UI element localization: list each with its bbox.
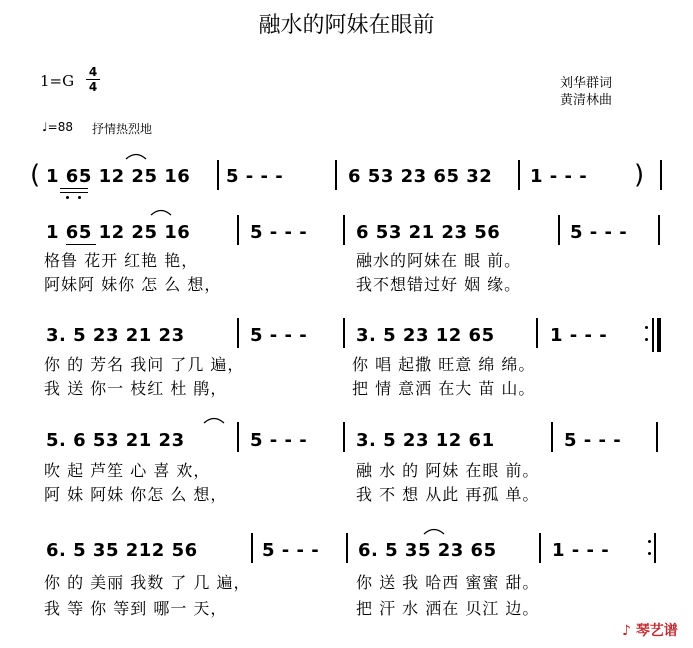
system-3-measure-4: 5 - - - xyxy=(564,430,622,451)
expression-marking: 抒情热烈地 xyxy=(92,122,153,136)
composer-credit: 黄清林曲 xyxy=(560,93,613,108)
system-4-measure-3: 6. 5 35 23 65 xyxy=(358,540,497,561)
system-2-verse-2-b: 把 情 意洒 在大 苗 山。 xyxy=(352,379,536,398)
system-4-verse-1-b: 你 送 我 哈西 蜜蜜 甜。 xyxy=(356,573,540,592)
lyricist-credit: 刘华群词 xyxy=(560,76,613,91)
system-1-measure-4: 5 - - - xyxy=(570,222,628,243)
system-3-measure-3: 3. 5 23 12 61 xyxy=(356,430,495,451)
system-1-verse-2-a: 阿妹阿 妹你 怎 么 想， xyxy=(44,275,222,294)
tempo-marking: ♩=88 xyxy=(42,120,73,134)
system-2-measure-2: 5 - - - xyxy=(250,325,308,346)
system-4-verse-1-a: 你 的 美丽 我数 了 几 遍， xyxy=(44,573,251,592)
intro-close-paren: ) xyxy=(634,160,645,190)
system-1-verse-1-a: 格鲁 花开 红艳 艳， xyxy=(44,251,199,270)
system-4-verse-2-a: 我 等 你 等到 哪一 天， xyxy=(44,599,228,618)
system-1-verse-1-b: 融水的阿妹在 眼 前。 xyxy=(356,251,522,270)
system-4-measure-4: 1 - - - xyxy=(552,540,610,561)
system-3-measure-2: 5 - - - xyxy=(250,430,308,451)
music-note-icon: ♪ xyxy=(622,623,631,639)
intro-open-paren: ( xyxy=(30,160,41,190)
watermark-logo xyxy=(622,620,678,640)
system-3-verse-2-a: 阿 妹 阿妹 你怎 么 想， xyxy=(44,485,228,504)
system-4-verse-2-b: 把 汗 水 洒在 贝江 边。 xyxy=(356,599,540,618)
system-1-verse-2-b: 我不想错过好 姻 缘。 xyxy=(356,275,522,294)
system-2-verse-1-b: 你 唱 起撒 旺意 绵 绵。 xyxy=(352,355,536,374)
system-1-measure-2: 5 - - - xyxy=(250,222,308,243)
intro-measure-4: 1 - - - xyxy=(530,166,588,187)
system-3-verse-1-b: 融 水 的 阿妹 在眼 前。 xyxy=(356,461,540,480)
system-1-measure-1: 1 65 12 25 16 xyxy=(46,222,191,243)
system-2-measure-4: 1 - - - xyxy=(550,325,608,346)
score-title: 融水的阿妹在眼前 xyxy=(258,13,435,38)
intro-measure-2: 5 - - - xyxy=(226,166,284,187)
intro-measure-3: 6 53 23 65 32 xyxy=(348,166,493,187)
system-3-verse-1-a: 吹 起 芦笙 心 喜 欢， xyxy=(44,461,211,480)
system-2-verse-2-a: 我 送 你一 枝红 杜 鹃， xyxy=(44,379,228,398)
meter-numerator: 4 xyxy=(88,65,98,79)
system-2-measure-3: 3. 5 23 12 65 xyxy=(356,325,495,346)
meter-denominator: 4 xyxy=(88,80,98,94)
watermark-text: 琴艺谱 xyxy=(635,623,678,639)
system-2-measure-1: 3. 5 23 21 23 xyxy=(46,325,185,346)
intro-measure-1: 1 65 12 25 16 xyxy=(46,166,191,187)
key-signature: 1=G xyxy=(40,72,75,90)
system-4-measure-1: 6. 5 35 212 56 xyxy=(46,540,198,561)
system-3-measure-1: 5. 6 53 21 23 xyxy=(46,430,185,451)
system-4-measure-2: 5 - - - xyxy=(262,540,320,561)
system-1-measure-3: 6 53 21 23 56 xyxy=(356,222,501,243)
system-2-verse-1-a: 你 的 芳名 我问 了几 遍， xyxy=(44,355,245,374)
system-3-verse-2-b: 我 不 想 从此 再孤 单。 xyxy=(356,485,540,504)
time-signature xyxy=(86,66,100,93)
